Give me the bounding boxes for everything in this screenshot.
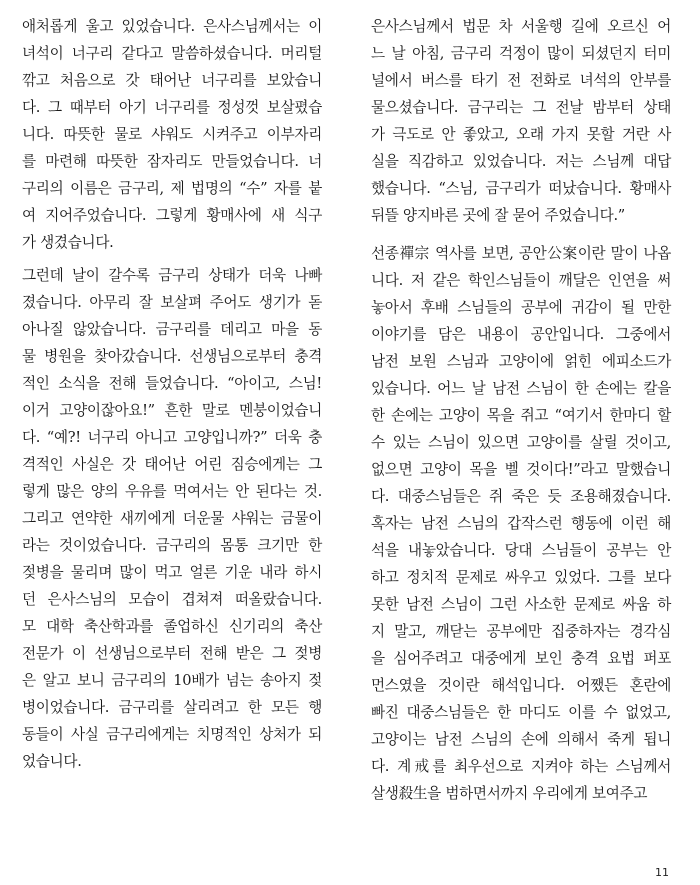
text-line: 먼스였을 것이란 해석입니다. 어쨌든 혼란에 (371, 677, 671, 694)
text-line: 없으면 고양이 목을 벨 것이다!”라고 말했습니 (371, 461, 671, 478)
text-line: 렇게 많은 양의 우유를 먹여서는 안 된다는 것. (22, 483, 322, 500)
text-line: 하고 정치적 문제로 싸우고 있었다. 그를 보다 (371, 569, 671, 586)
text-line: 놓아서 후배 스님들의 공부에 귀감이 될 만한 (371, 299, 671, 316)
text-line: 라는 것이었습니다. 금구리의 몸통 크기만 한 (22, 537, 322, 554)
text-line: 졌습니다. 아무리 잘 보살펴 주어도 생기가 돋 (22, 294, 322, 311)
text-line: 니다. 저 같은 학인스님들이 깨달은 인연을 써 (371, 272, 671, 289)
text-line: 실을 직감하고 있었습니다. 저는 스님께 대답 (371, 153, 671, 170)
text-line: 살생殺生을 범하면서까지 우리에게 보여주고 (371, 785, 648, 802)
text-line: 었습니다. (22, 753, 82, 770)
text-line: 을 심어주려고 대중에게 보인 충격 요법 퍼포 (371, 650, 671, 667)
text-line: 동들이 사실 금구리에게는 치명적인 상처가 되 (22, 726, 322, 743)
text-line: 그런데 날이 갈수록 금구리 상태가 더욱 나빠 (22, 267, 322, 284)
text-line: 적인 소식을 전해 들었습니다. “아이고, 스님! (22, 375, 322, 392)
text-line: 모 대학 축산학과를 졸업하신 신기리의 축산 (22, 618, 322, 635)
text-line: 그리고 연약한 새끼에게 더운물 샤워는 금물이 (22, 510, 322, 527)
text-line: 병이었습니다. 금구리를 살리려고 한 모든 행 (22, 699, 322, 716)
text-line: 이야기를 담은 내용이 공안입니다. 그중에서 (371, 326, 671, 343)
text-line: 한 손에는 고양이 목을 쥐고 “여기서 한마디 할 (371, 407, 671, 424)
text-line: 격적인 사실은 갓 태어난 어린 짐승에게는 그 (22, 456, 322, 473)
text-line: 남전 보원 스님과 고양이에 얽힌 에피소드가 (371, 353, 671, 370)
text-line: 빠진 대중스님들은 한 마디도 이를 수 없었고, (371, 704, 671, 721)
text-line: 은 알고 보니 금구리의 10배가 넘는 송아지 젖 (22, 672, 322, 689)
text-line: 석을 내놓았습니다. 당대 스님들이 공부는 안 (371, 542, 671, 559)
text-line: 구리의 이름은 금구리, 제 법명의 “수” 자를 붙 (22, 180, 322, 197)
text-line: 고양이는 남전 스님의 손에 의해서 죽게 됩니 (371, 731, 671, 748)
text-line: 깎고 처음으로 갓 태어난 너구리를 보았습니 (22, 72, 322, 89)
paragraph (371, 13, 671, 229)
text-line: 못한 남전 스님이 그런 사소한 문제로 싸움 하 (371, 596, 671, 613)
text-line: 지 말고, 깨닫는 공부에만 집중하자는 경각심 (371, 623, 671, 640)
text-line: 가 극도로 안 좋았고, 오래 가지 못할 거란 사 (371, 126, 671, 143)
text-line: 전문가 이 선생님으로부터 전해 받은 그 젖병 (22, 645, 322, 662)
text-line: 수 있는 스님이 있으면 고양이를 살릴 것이고, (371, 434, 671, 451)
text-line: 했습니다. “스님, 금구리가 떠났습니다. 황매사 (371, 180, 671, 197)
text-line: 녀석이 너구리 같다고 말씀하셨습니다. 머리털 (22, 45, 322, 62)
text-line: 가 생겼습니다. (22, 234, 114, 251)
text-line: 애처롭게 울고 있었습니다. 은사스님께서는 이 (22, 18, 322, 35)
text-line: 뒤뜰 양지바른 곳에 잘 묻어 주었습니다.” (371, 207, 625, 224)
paragraph (22, 13, 322, 256)
text-line: 아나질 않았습니다. 금구리를 데리고 마을 동 (22, 321, 322, 338)
text-line: 던 은사스님의 모습이 겹쳐져 떠올랐습니다. (22, 591, 322, 608)
text-line: 젖병을 물리며 많이 먹고 얼른 기운 내라 하시 (22, 564, 322, 581)
text-line: 있습니다. 어느 날 남전 스님이 한 손에는 칼을 (371, 380, 671, 397)
text-line: 다. 계戒를 최우선으로 지켜야 하는 스님께서 (371, 758, 671, 775)
text-line: 은사스님께서 법문 차 서울행 길에 오르신 어 (371, 18, 671, 35)
text-line: 물 병원을 찾아갔습니다. 선생님으로부터 충격 (22, 348, 322, 365)
text-line: 다. “예?! 너구리 아니고 고양입니까?” 더욱 충 (22, 429, 322, 446)
text-line: 를 마련해 따뜻한 잠자리도 만들었습니다. 너 (22, 153, 322, 170)
paragraph (371, 240, 671, 807)
text-line: 다. 대중스님들은 쥐 죽은 듯 조용해졌습니다. (371, 488, 671, 505)
text-line: 여 지어주었습니다. 그렇게 황매사에 새 식구 (22, 207, 322, 224)
text-line: 니다. 따뜻한 물로 샤워도 시켜주고 이부자리 (22, 126, 322, 143)
text-line: 이거 고양이잖아요!” 흔한 말로 멘붕이었습니 (22, 402, 322, 419)
text-line: 선종禪宗 역사를 보면, 공안公案이란 말이 나옵 (371, 245, 671, 262)
page-number: 11 (655, 866, 669, 879)
text-line: 혹자는 남전 스님의 갑작스런 행동에 이런 해 (371, 515, 671, 532)
text-line: 다. 그 때부터 아기 너구리를 정성껏 보살폈습 (22, 99, 322, 116)
text-line: 널에서 버스를 타기 전 전화로 녀석의 안부를 (371, 72, 671, 89)
paragraph (22, 262, 322, 775)
text-line: 느 날 아침, 금구리 걱정이 많이 되셨던지 터미 (371, 45, 671, 62)
text-line: 물으셨습니다. 금구리는 그 전날 밤부터 상태 (371, 99, 671, 116)
